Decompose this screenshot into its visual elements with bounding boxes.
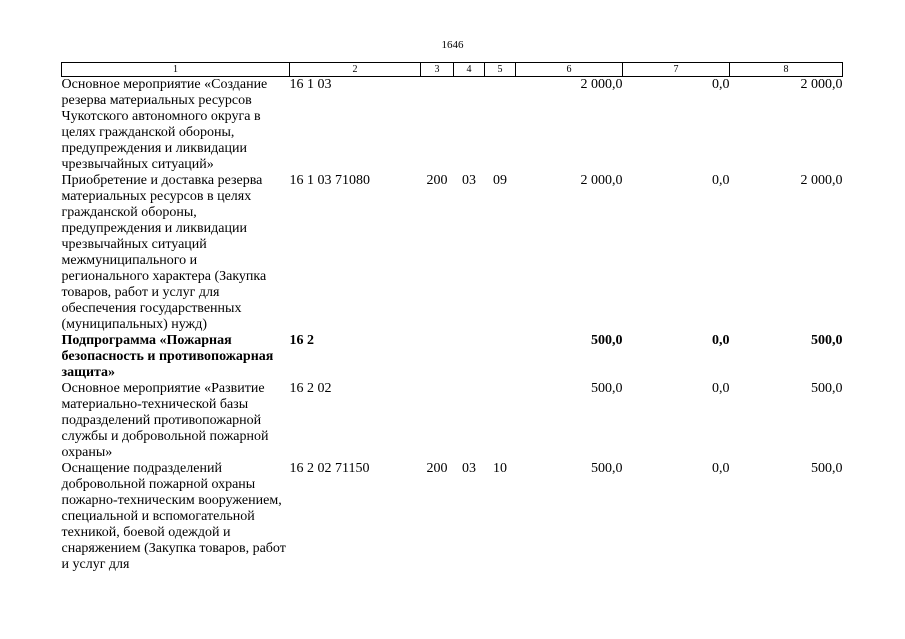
row-section-code: 03 xyxy=(462,461,476,476)
row-subsection-code xyxy=(485,381,516,461)
row-value-7: 0,0 xyxy=(712,333,730,348)
column-header-1: 1 xyxy=(62,63,290,77)
column-header-7: 7 xyxy=(623,63,730,77)
budget-table xyxy=(61,62,843,573)
column-header-8: 8 xyxy=(730,63,843,77)
row-type-code: 200 xyxy=(426,461,448,476)
row-name: Основное мероприятие «Создание резерва материальных ресурсов Чукотского автономного округа в целях гражданской обороны, предупреждения и ликвидации чрезвычайных ситуаций» xyxy=(61,77,268,172)
column-header-6: 6 xyxy=(516,63,623,77)
column-header-4: 4 xyxy=(454,63,485,77)
row-value-6: 2 000,0 xyxy=(580,77,623,92)
row-section-code: 03 xyxy=(462,173,476,188)
table-row xyxy=(62,77,843,174)
row-value-6: 500,0 xyxy=(591,333,623,348)
row-section-code xyxy=(454,77,485,174)
table-row xyxy=(62,381,843,461)
row-value-8: 2 000,0 xyxy=(800,173,843,188)
row-name: Основное мероприятие «Развитие материально-технической базы подразделений противопожарной службы и добровольной пожарной охраны» xyxy=(61,381,269,460)
row-name: Подпрограмма «Пожарная безопасность и противопожарная защита» xyxy=(61,333,274,380)
row-subsection-code xyxy=(485,77,516,174)
row-value-7: 0,0 xyxy=(712,381,730,396)
row-code: 16 2 xyxy=(289,333,314,348)
row-type-code xyxy=(421,381,454,461)
column-header-3: 3 xyxy=(421,63,454,77)
table-row xyxy=(62,173,843,333)
row-code: 16 2 02 71150 xyxy=(289,461,370,476)
row-name: Приобретение и доставка резерва материальных ресурсов в целях гражданской обороны, предупреждения и ликвидации чрезвычайных ситуаций межмуниципального и регионального характера (Закупка товаров, работ и услуг для обеспечения государственных (муниципальных) нужд) xyxy=(61,173,267,332)
row-value-8: 2 000,0 xyxy=(800,77,843,92)
row-value-7: 0,0 xyxy=(712,77,730,92)
row-section-code xyxy=(454,381,485,461)
row-value-8: 500,0 xyxy=(811,461,843,476)
row-value-8: 500,0 xyxy=(811,333,843,348)
row-name: Оснащение подразделений добровольной пожарной охраны пожарно-техническим вооружением, специальной и вспомогательной техникой, боевой одеждой и снаряжением (Закупка товаров, работ и услуг для xyxy=(61,461,286,572)
row-subsection-code: 10 xyxy=(493,461,507,476)
row-subsection-code: 09 xyxy=(493,173,507,188)
column-header-2: 2 xyxy=(290,63,421,77)
row-section-code xyxy=(454,333,485,381)
row-type-code xyxy=(421,333,454,381)
table-row xyxy=(62,461,843,573)
table-row-subprogram xyxy=(62,333,843,381)
row-type-code xyxy=(421,77,454,174)
row-value-6: 2 000,0 xyxy=(580,173,623,188)
row-subsection-code xyxy=(485,333,516,381)
row-value-7: 0,0 xyxy=(712,461,730,476)
row-type-code: 200 xyxy=(426,173,448,188)
row-code: 16 1 03 xyxy=(289,77,332,92)
row-value-6: 500,0 xyxy=(591,461,623,476)
page-number: 1646 xyxy=(441,39,464,51)
row-value-8: 500,0 xyxy=(811,381,843,396)
row-value-6: 500,0 xyxy=(591,381,623,396)
row-value-7: 0,0 xyxy=(712,173,730,188)
column-header-row xyxy=(62,63,843,77)
column-header-5: 5 xyxy=(485,63,516,77)
row-code: 16 2 02 xyxy=(289,381,332,396)
row-code: 16 1 03 71080 xyxy=(289,173,370,188)
